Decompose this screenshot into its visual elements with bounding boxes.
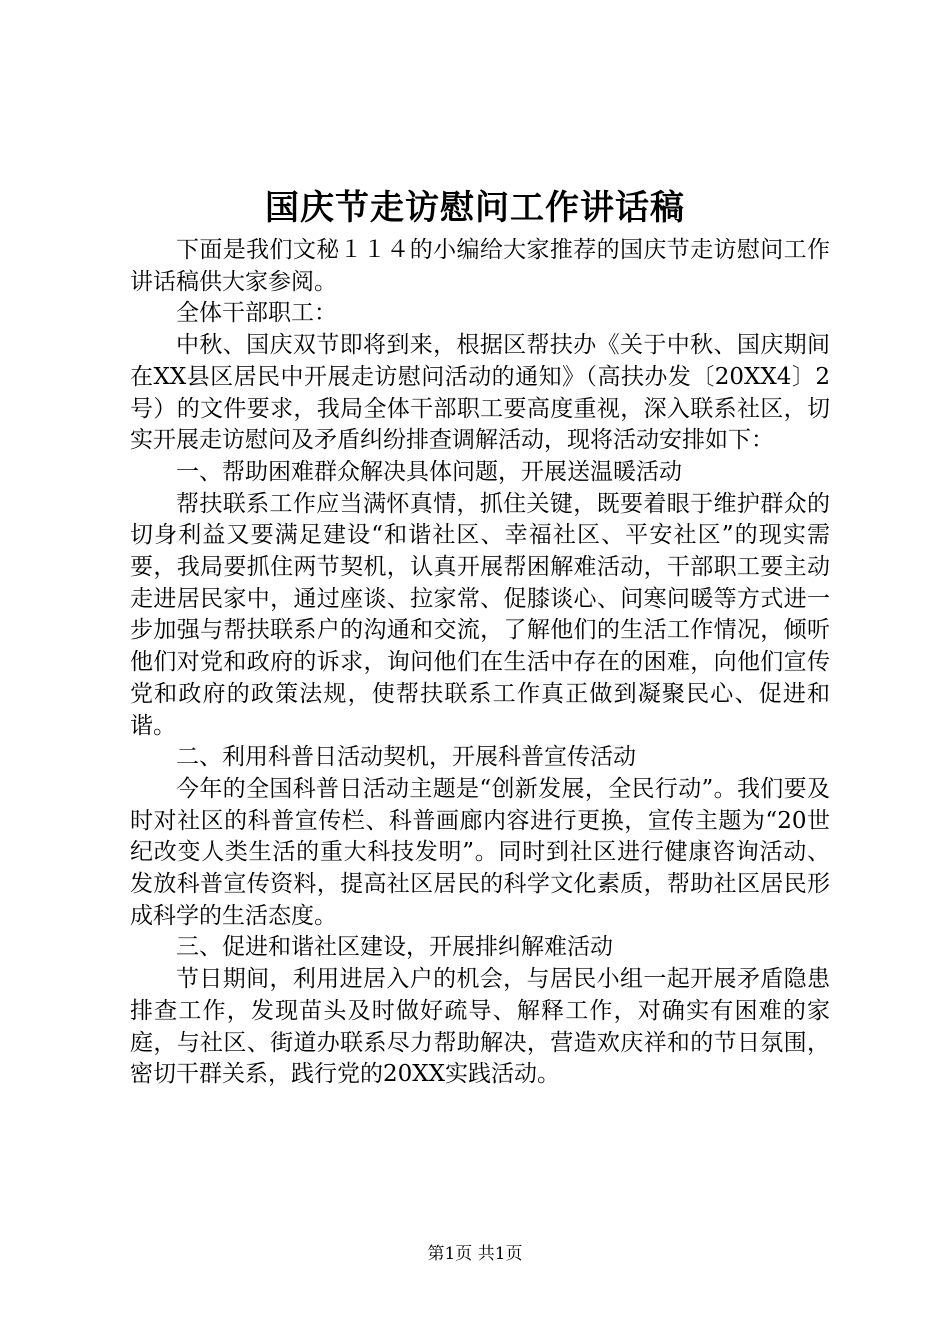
section-paragraph-2: 今年的全国科普日活动主题是“创新发展，全民行动”。我们要及时对社区的科普宣传栏、科普画廊内容进行更换，宣传主题为“20世纪改变人类生活的重大科技发明”。同时到社区进行健康咨询活动、发放科普宣传资料，提高社区居民的科学文化素质，帮助社区居民形成科学的生活态度。 xyxy=(130,775,830,929)
opening-paragraph: 中秋、国庆双节即将到来，根据区帮扶办《关于中秋、国庆期间在XX县区居民中开展走访慰问活动的通知》（高扶办发〔20XX4〕2号）的文件要求，我局全体干部职工要高度重视，深入联系社区，切实开展走访慰问及矛盾纠纷排查调解活动，现将活动安排如下： xyxy=(130,332,830,454)
section-paragraph-1: 帮扶联系工作应当满怀真情，抓住关键，既要着眼于维护群众的切身利益又要满足建设“和谐社区、幸福社区、平安社区”的现实需要，我局要抓住两节契机，认真开展帮困解难活动，干部职工要主动走进居民家中，通过座谈、拉家常、促膝谈心、问寒问暖等方式进一步加强与帮扶联系户的沟通和交流，了解他们的生活工作情况，倾听他们对党和政府的诉求，询问他们在生活中存在的困难，向他们宣传党和政府的政策法规，使帮扶联系工作真正做到凝聚民心、促进和谐。 xyxy=(130,490,830,739)
section-heading-1: 一、帮助困难群众解决具体问题，开展送温暖活动 xyxy=(176,458,682,485)
section-heading-2: 二、利用科普日活动契机，开展科普宣传活动 xyxy=(176,744,636,771)
section-paragraph-3: 节日期间，利用进居入户的机会，与居民小组一起开展矛盾隐患排查工作，发现苗头及时做好疏导、解释工作，对确实有困难的家庭，与社区、街道办联系尽力帮助解决，营造欢庆祥和的节日氛围，密切干群关系，践行党的20XX实践活动。 xyxy=(130,966,830,1088)
intro-paragraph: 下面是我们文秘１１４的小编给大家推荐的国庆节走访慰问工作讲话稿供大家参阅。 xyxy=(130,237,830,295)
section-heading-3: 三、促进和谐社区建设，开展排纠解难活动 xyxy=(176,934,613,961)
page-number: 第1页 共1页 xyxy=(427,1244,523,1264)
document-body xyxy=(130,235,830,1091)
document-title: 国庆节走访慰问工作讲话稿 xyxy=(265,188,685,228)
salutation: 全体干部职工： xyxy=(176,300,337,327)
